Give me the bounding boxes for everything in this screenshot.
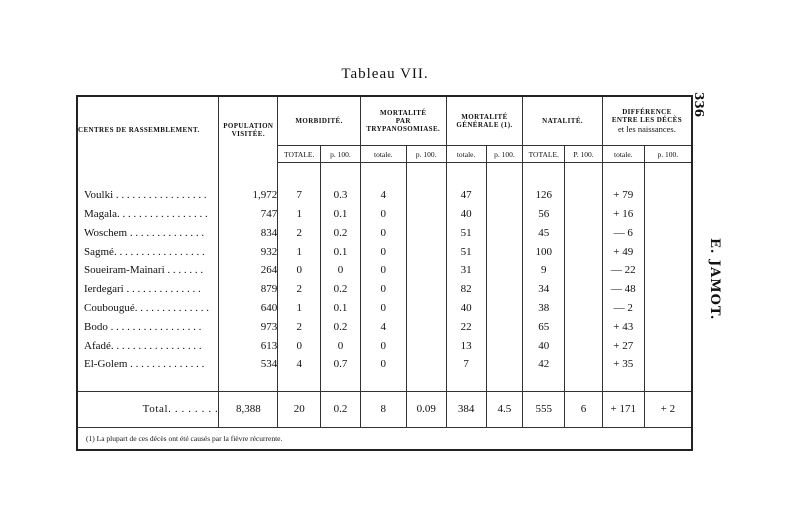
natalite-pct-cell — [565, 355, 603, 374]
subheader-tryp-totale: totale. — [360, 146, 406, 163]
table-row — [77, 242, 692, 261]
total-morb-pct: 0.2 — [321, 391, 361, 428]
mortalite-gen-cell: 22 — [446, 317, 486, 336]
subheader-morb-p100: p. 100. — [321, 146, 361, 163]
mortalite-gen-pct-cell — [486, 242, 523, 261]
morbidite-total-cell: 1 — [278, 205, 321, 224]
mortalite-gen-cell: 13 — [446, 336, 486, 355]
table-row — [77, 224, 692, 243]
morbidite-total-cell: 2 — [278, 317, 321, 336]
natalite-cell: 45 — [523, 224, 565, 243]
col-header-population: POPULATION VISITÉE. — [219, 96, 278, 163]
natalite-cell: 126 — [523, 186, 565, 205]
natalite-pct-cell — [565, 224, 603, 243]
header-row — [77, 96, 692, 146]
centre-name-cell: Coubougué. . . . . . . . . . . . . . — [77, 299, 219, 318]
difference-cell: + 79 — [602, 186, 644, 205]
difference-cell: + 35 — [602, 355, 644, 374]
table-body — [77, 163, 692, 374]
mortalite-gen-pct-cell — [486, 205, 523, 224]
total-diff-pct: + 2 — [644, 391, 692, 428]
difference-pct-cell — [644, 224, 692, 243]
table-row — [77, 205, 692, 224]
difference-cell: + 43 — [602, 317, 644, 336]
footnote: (1) La plupart de ces décès ont été causés par la fièvre récurrente. — [77, 428, 692, 450]
table-row — [77, 355, 692, 374]
morbidite-total-cell: 0 — [278, 336, 321, 355]
mortalite-tryp-pct-cell — [406, 317, 446, 336]
population-cell: 834 — [219, 224, 278, 243]
col-header-natalite: NATALITÉ. — [523, 96, 603, 146]
subheader-nat-p100: P. 100. — [565, 146, 603, 163]
natalite-cell: 56 — [523, 205, 565, 224]
mortalite-gen-cell: 40 — [446, 205, 486, 224]
natalite-pct-cell — [565, 242, 603, 261]
mortalite-gen-pct-cell — [486, 280, 523, 299]
centre-name-cell: Sagmé. . . . . . . . . . . . . . . . . — [77, 242, 219, 261]
total-diff: + 171 — [602, 391, 644, 428]
centre-name-cell: Voulki . . . . . . . . . . . . . . . . . — [77, 186, 219, 205]
mortalite-tryp-cell: 0 — [360, 280, 406, 299]
total-label: Total. . . . . . . . — [77, 391, 219, 428]
subheader-nat-totale: TOTALE. — [523, 146, 565, 163]
natalite-cell: 65 — [523, 317, 565, 336]
table-title: Tableau VII. — [341, 66, 429, 82]
mortalite-gen-pct-cell — [486, 299, 523, 318]
table-row — [77, 261, 692, 280]
mortalite-gen-cell: 51 — [446, 224, 486, 243]
morbidite-total-cell: 4 — [278, 355, 321, 374]
total-mort-tryp-pct: 0.09 — [406, 391, 446, 428]
total-mort-gen-pct: 4.5 — [486, 391, 523, 428]
mortalite-gen-cell: 51 — [446, 242, 486, 261]
difference-cell: — 2 — [602, 299, 644, 318]
subheader-diff-totale: totale. — [602, 146, 644, 163]
subheader-diff-p100: p. 100. — [644, 146, 692, 163]
footnote-row — [77, 428, 692, 450]
mortalite-tryp-cell: 4 — [360, 317, 406, 336]
mortalite-gen-pct-cell — [486, 317, 523, 336]
mortalite-gen-pct-cell — [486, 224, 523, 243]
total-row — [77, 391, 692, 428]
natalite-pct-cell — [565, 299, 603, 318]
mortalite-tryp-pct-cell — [406, 299, 446, 318]
morbidite-total-cell: 0 — [278, 261, 321, 280]
morbidite-pct-cell: 0.2 — [321, 224, 361, 243]
mortalite-gen-pct-cell — [486, 336, 523, 355]
natalite-cell: 38 — [523, 299, 565, 318]
table-row — [77, 299, 692, 318]
mortalite-tryp-cell: 0 — [360, 299, 406, 318]
page-number: 336 — [692, 92, 706, 118]
difference-pct-cell — [644, 261, 692, 280]
centre-name-cell: El-Golem . . . . . . . . . . . . . . — [77, 355, 219, 374]
morbidite-pct-cell: 0.2 — [321, 280, 361, 299]
morbidite-total-cell: 7 — [278, 186, 321, 205]
morbidite-total-cell: 1 — [278, 299, 321, 318]
morbidite-total-cell: 2 — [278, 280, 321, 299]
total-morb: 20 — [278, 391, 321, 428]
population-cell: 747 — [219, 205, 278, 224]
difference-cell: — 6 — [602, 224, 644, 243]
total-pop: 8,388 — [219, 391, 278, 428]
morbidite-pct-cell: 0.1 — [321, 205, 361, 224]
population-cell: 973 — [219, 317, 278, 336]
mortalite-tryp-pct-cell — [406, 336, 446, 355]
centre-name-cell: Ierdegari . . . . . . . . . . . . . . — [77, 280, 219, 299]
morbidite-pct-cell: 0 — [321, 261, 361, 280]
morbidite-pct-cell: 0.3 — [321, 186, 361, 205]
natalite-cell: 9 — [523, 261, 565, 280]
natalite-pct-cell — [565, 261, 603, 280]
natalite-pct-cell — [565, 317, 603, 336]
subheader-morb-totale: TOTALE. — [278, 146, 321, 163]
mortalite-tryp-cell: 0 — [360, 355, 406, 374]
mortalite-gen-cell: 47 — [446, 186, 486, 205]
centre-name-cell: Soueiram-Mainari . . . . . . . — [77, 261, 219, 280]
difference-pct-cell — [644, 186, 692, 205]
mortalite-tryp-pct-cell — [406, 355, 446, 374]
mortalite-tryp-pct-cell — [406, 205, 446, 224]
mortalite-tryp-pct-cell — [406, 186, 446, 205]
natalite-pct-cell — [565, 186, 603, 205]
natalite-cell: 34 — [523, 280, 565, 299]
total-mort-tryp: 8 — [360, 391, 406, 428]
natalite-pct-cell — [565, 205, 603, 224]
centre-name-cell: Afadé. . . . . . . . . . . . . . . . . — [77, 336, 219, 355]
population-cell: 640 — [219, 299, 278, 318]
mortalite-gen-pct-cell — [486, 355, 523, 374]
morbidite-pct-cell: 0 — [321, 336, 361, 355]
difference-pct-cell — [644, 280, 692, 299]
subheader-gen-totale: totale. — [446, 146, 486, 163]
natalite-cell: 40 — [523, 336, 565, 355]
population-cell: 932 — [219, 242, 278, 261]
natalite-cell: 42 — [523, 355, 565, 374]
difference-cell: — 22 — [602, 261, 644, 280]
col-header-mortalite-generale: MORTALITÉ GÉNÉRALE (1). — [446, 96, 523, 146]
table-row — [77, 280, 692, 299]
natalite-cell: 100 — [523, 242, 565, 261]
table-row — [77, 317, 692, 336]
subheader-gen-p100: p. 100. — [486, 146, 523, 163]
morbidite-pct-cell: 0.1 — [321, 299, 361, 318]
difference-pct-cell — [644, 355, 692, 374]
subheader-tryp-p100: p. 100. — [406, 146, 446, 163]
morbidite-pct-cell: 0.7 — [321, 355, 361, 374]
mortalite-tryp-cell: 0 — [360, 261, 406, 280]
col-header-morbidite: MORBIDITÉ. — [278, 96, 361, 146]
mortalite-gen-cell: 7 — [446, 355, 486, 374]
mortalite-tryp-pct-cell — [406, 224, 446, 243]
difference-cell: — 48 — [602, 280, 644, 299]
running-head-author: E. JAMOT. — [707, 238, 722, 321]
mortalite-gen-pct-cell — [486, 186, 523, 205]
spacer-row — [77, 374, 692, 391]
difference-pct-cell — [644, 317, 692, 336]
mortalite-tryp-cell: 0 — [360, 205, 406, 224]
centre-name-cell: Bodo . . . . . . . . . . . . . . . . . — [77, 317, 219, 336]
difference-pct-cell — [644, 205, 692, 224]
mortalite-tryp-cell: 4 — [360, 186, 406, 205]
population-cell: 264 — [219, 261, 278, 280]
mortalite-tryp-pct-cell — [406, 280, 446, 299]
mortalite-tryp-cell: 0 — [360, 224, 406, 243]
population-cell: 1,972 — [219, 186, 278, 205]
population-cell: 534 — [219, 355, 278, 374]
natalite-pct-cell — [565, 336, 603, 355]
difference-pct-cell — [644, 336, 692, 355]
table-row — [77, 186, 692, 205]
centre-name-cell: Woschem . . . . . . . . . . . . . . — [77, 224, 219, 243]
table-row — [77, 336, 692, 355]
morbidite-pct-cell: 0.2 — [321, 317, 361, 336]
mortalite-gen-cell: 31 — [446, 261, 486, 280]
morbidite-total-cell: 1 — [278, 242, 321, 261]
centre-name-cell: Magala. . . . . . . . . . . . . . . . . — [77, 205, 219, 224]
mortalite-tryp-pct-cell — [406, 242, 446, 261]
col-header-mortalite-tryp: MORTALITÉ PAR TRYPANOSOMIASE. — [360, 96, 446, 146]
total-nat: 555 — [523, 391, 565, 428]
mortalite-gen-pct-cell — [486, 261, 523, 280]
mortalite-gen-cell: 82 — [446, 280, 486, 299]
difference-cell: + 49 — [602, 242, 644, 261]
mortalite-gen-cell: 40 — [446, 299, 486, 318]
col-header-difference: DIFFÉRENCE ENTRE LES DÉCÈS et les naissances. — [611, 108, 683, 134]
difference-cell: + 27 — [602, 336, 644, 355]
natalite-pct-cell — [565, 280, 603, 299]
mortalite-tryp-cell: 0 — [360, 336, 406, 355]
difference-pct-cell — [644, 242, 692, 261]
population-cell: 613 — [219, 336, 278, 355]
morbidite-total-cell: 2 — [278, 224, 321, 243]
total-nat-pct: 6 — [565, 391, 603, 428]
population-cell: 879 — [219, 280, 278, 299]
spacer-row — [77, 163, 692, 186]
col-header-centres: CENTRES DE RASSEMBLEMENT. — [77, 96, 219, 163]
total-mort-gen: 384 — [446, 391, 486, 428]
data-table — [76, 95, 693, 451]
morbidite-pct-cell: 0.1 — [321, 242, 361, 261]
mortalite-tryp-cell: 0 — [360, 242, 406, 261]
difference-cell: + 16 — [602, 205, 644, 224]
mortalite-tryp-pct-cell — [406, 261, 446, 280]
difference-pct-cell — [644, 299, 692, 318]
